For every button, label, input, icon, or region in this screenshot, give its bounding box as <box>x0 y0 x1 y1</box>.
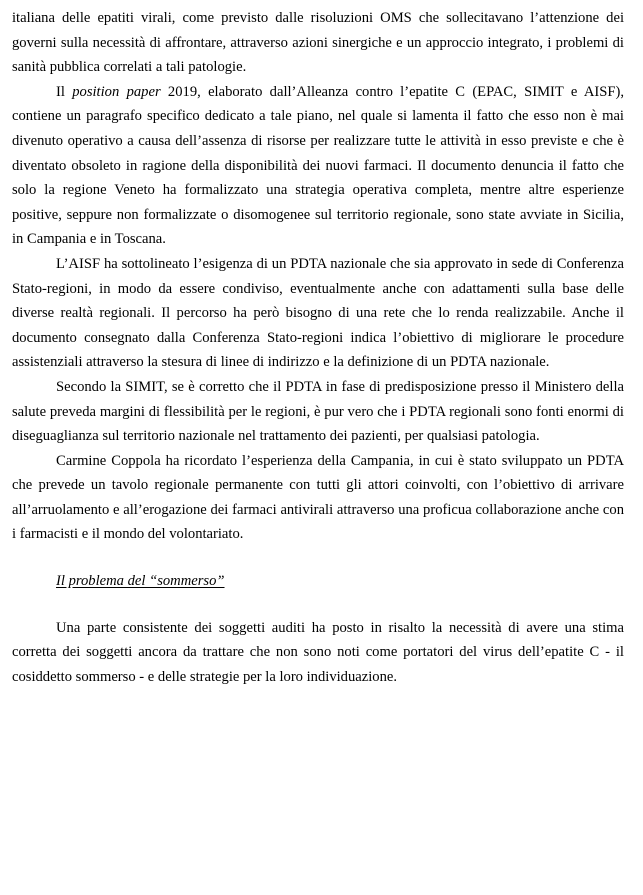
paragraph-simit: Secondo la SIMIT, se è corretto che il PDTA in fase di predisposizione presso il Ministero della salute preveda margini di flessibilità per le regioni, è pur vero che i PDTA regionali sono fonti enormi di diseguaglianza sul territorio nazionale nel trattamento dei pazienti, per qualsiasi patologia. <box>12 378 624 445</box>
paragraph-position-paper <box>12 80 624 252</box>
paragraph-lead: Il <box>56 83 73 100</box>
paragraph-continuation: italiana delle epatiti virali, come previsto dalle risoluzioni OMS che sollecitavano l’attenzione dei governi sulla necessità di affrontare, attraverso azioni sinergiche e un approccio integrato, i problemi di sanità pubblica correlati a tali patologie. <box>12 10 624 76</box>
paragraph-coppola: Carmine Coppola ha ricordato l’esperienza della Campania, in cui è stato sviluppato un PDTA che prevede un tavolo regionale permanente con tutti gli attori coinvolti, con l’obiettivo di arrivare all’arruolamento e all’erogazione dei farmaci antivirali attraverso una proficua collaborazione anche con i farmacisti e il mondo del volontariato. <box>12 452 624 543</box>
section-heading: Il problema del “sommerso” <box>56 573 225 590</box>
section-heading-block <box>12 569 624 594</box>
paragraph-body: 2019, elaborato dall’Alleanza contro l’epatite C (EPAC, SIMIT e AISF), contiene un paragrafo specifico dedicato a tale piano, nel quale si lamenta il fatto che esso non è mai divenuto operativo a causa dell’assenza di risorse per realizzare tutte le attività in esso previste e che è diventato obsoleto in ragione della disponibilità dei nuovi farmaci. Il documento denuncia il fatto che solo la regione Veneto ha formalizzato una strategia operativa completa, mentre altre esperienze positive, seppure non formalizzate o disomogenee sul territorio regionale, sono state avviate in Sicilia, in Campania e in Toscana. <box>12 83 624 248</box>
paragraph-sommerso: Una parte consistente dei soggetti auditi ha posto in risalto la necessità di avere una stima corretta dei soggetti ancora da trattare che non sono noti come portatori del virus dell’epatite C - il cosiddetto sommerso - e delle strategie per la loro individuazione. <box>12 619 624 685</box>
position-paper-term: position paper <box>72 83 161 100</box>
paragraph-aisf: L’AISF ha sottolineato l’esigenza di un PDTA nazionale che sia approvato in sede di Conferenza Stato-regioni, in modo da essere condiviso, eventualmente anche con adattamenti sulla base delle diverse realtà regionali. Il percorso ha però bisogno di una rete che lo renda realizzabile. Anche il documento consegnato dalla Conferenza Stato-regioni indica l’obiettivo di migliorare le procedure assistenziali attraverso la stesura di linee di indirizzo e la definizione di un PDTA nazionale. <box>12 255 624 371</box>
document-page <box>12 6 624 689</box>
